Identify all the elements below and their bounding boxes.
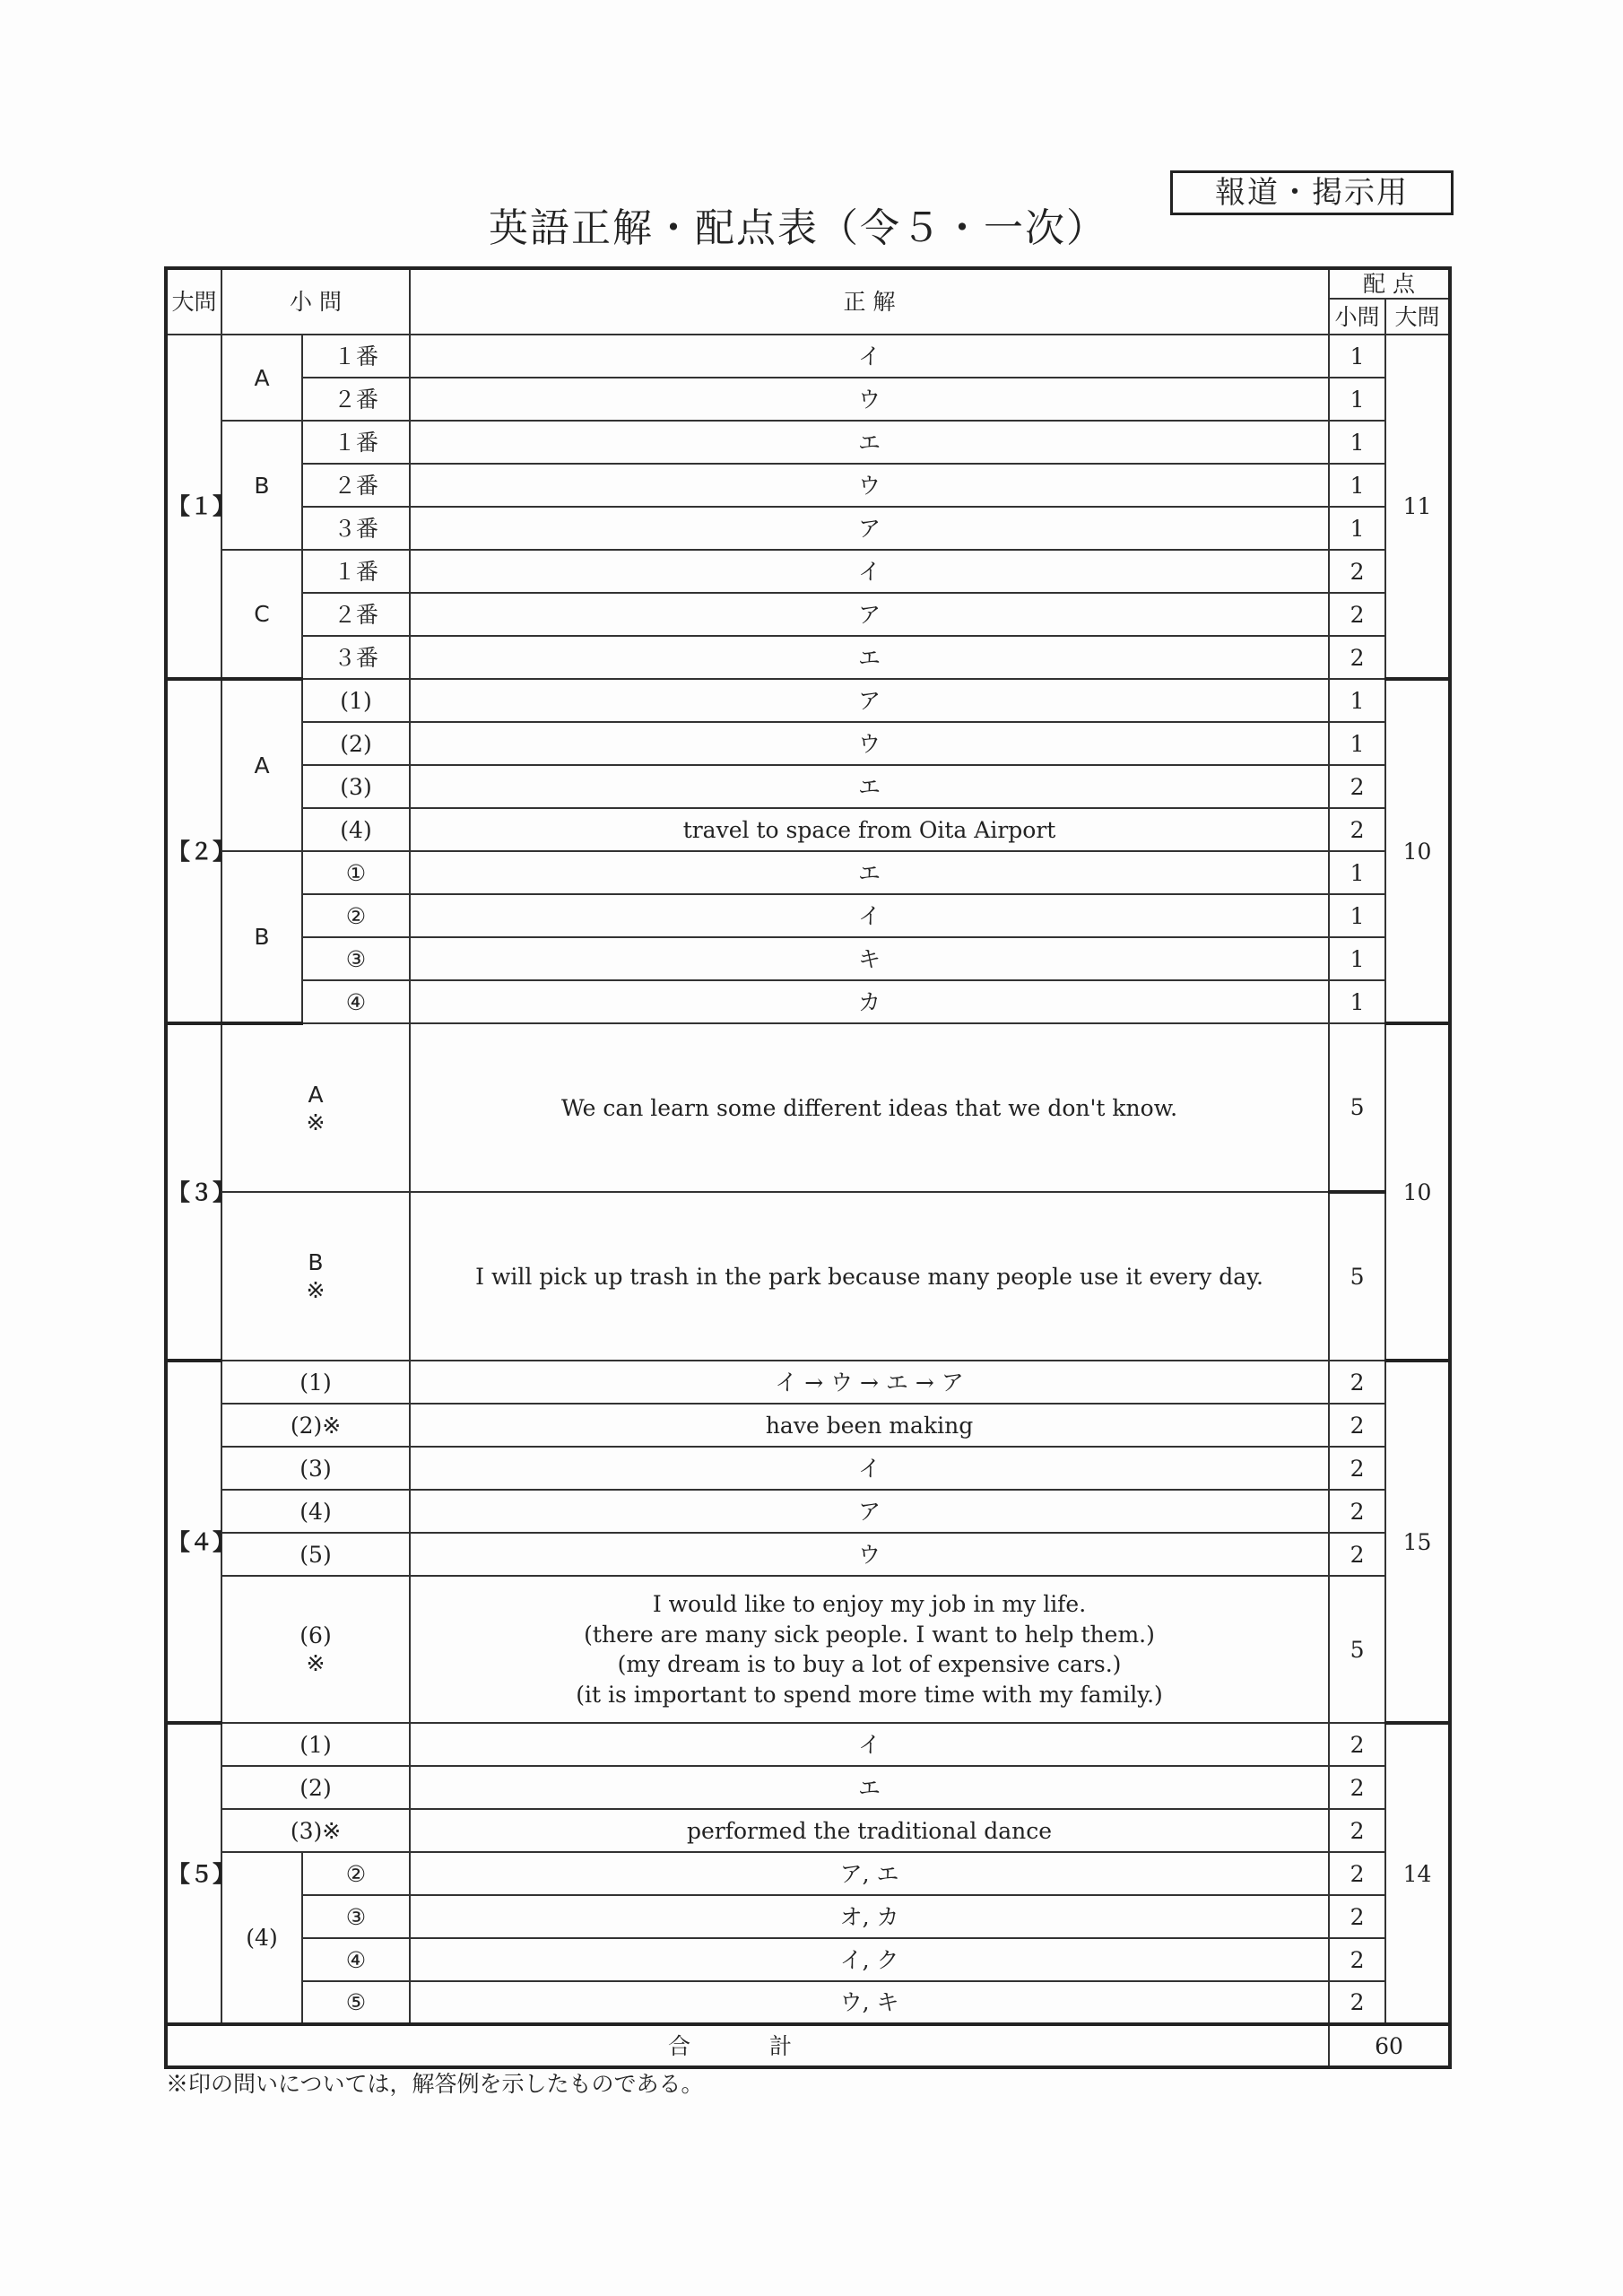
table-row: [166, 1447, 1450, 1490]
question-no: ２番: [302, 593, 410, 636]
answer-cell: ウ: [410, 1533, 1329, 1576]
table-row: [166, 1723, 1450, 1766]
table-row: [166, 1361, 1450, 1404]
question-no: ⑤: [302, 1981, 410, 2024]
question-no: ④: [302, 1938, 410, 1981]
point-cell: 2: [1329, 1404, 1385, 1447]
answer-cell: イ, ク: [410, 1938, 1329, 1981]
answer-cell: ア: [410, 593, 1329, 636]
page-title: 英語正解・配点表（令５・一次）: [489, 205, 1107, 251]
point-cell: 5: [1329, 1023, 1385, 1192]
question-no: (2)※: [221, 1404, 410, 1447]
table-row: [166, 1809, 1450, 1852]
header-shomon: 小 問: [221, 268, 410, 335]
point-cell: 1: [1329, 722, 1385, 765]
question-no: (3): [221, 1447, 410, 1490]
question-no: １番: [302, 421, 410, 464]
answer-cell: カ: [410, 980, 1329, 1023]
part-label: B: [221, 421, 302, 550]
answer-cell: オ, カ: [410, 1895, 1329, 1938]
question-no: (1): [221, 1723, 410, 1766]
table-row: [166, 593, 1450, 636]
part-label: B: [221, 851, 302, 1023]
question-no: (1): [221, 1361, 410, 1404]
grand-total: 60: [1329, 2024, 1450, 2067]
answer-line: I would like to enjoy my job in my life.: [652, 1590, 1087, 1617]
answer-cell: イ: [410, 550, 1329, 593]
answer-cell: ウ: [410, 464, 1329, 507]
header-seikai: 正 解: [410, 268, 1329, 335]
question-no: (3)※: [221, 1809, 410, 1852]
question-letter: A: [308, 1081, 324, 1108]
example-mark: ※: [306, 1277, 325, 1304]
answer-cell: エ: [410, 636, 1329, 679]
question-no: (4): [302, 808, 410, 851]
question-no: ①: [302, 851, 410, 894]
header-haiten-dai: 大問: [1385, 299, 1450, 335]
example-mark: ※: [306, 1109, 325, 1135]
point-cell: 1: [1329, 421, 1385, 464]
answer-cell: I will pick up trash in the park because many people use it every day.: [410, 1192, 1329, 1361]
point-cell: 1: [1329, 851, 1385, 894]
answer-cell: エ: [410, 765, 1329, 808]
table-row: [166, 1192, 1450, 1361]
point-cell: 2: [1329, 1852, 1385, 1895]
footnote: ※印の問いについては，解答例を示したものである。: [166, 2071, 704, 2097]
question-no: [221, 1192, 410, 1361]
question-no: １番: [302, 335, 410, 378]
table-row: [166, 894, 1450, 937]
table-row: [166, 1490, 1450, 1533]
point-cell: 1: [1329, 679, 1385, 722]
table-row: [166, 980, 1450, 1023]
point-cell: 1: [1329, 378, 1385, 421]
table-row: [166, 1576, 1450, 1723]
table-row: [166, 1533, 1450, 1576]
answer-cell: キ: [410, 937, 1329, 980]
table-row: [166, 1895, 1450, 1938]
point-cell: 5: [1329, 1192, 1385, 1361]
question-no: (2): [221, 1766, 410, 1809]
answer-cell: ア: [410, 507, 1329, 550]
table-row: [166, 507, 1450, 550]
point-cell: 2: [1329, 1533, 1385, 1576]
table-row: [166, 378, 1450, 421]
answer-cell: イ: [410, 335, 1329, 378]
answer-cell: We can learn some different ideas that we don't know.: [410, 1023, 1329, 1192]
question-no: ③: [302, 1895, 410, 1938]
table-row: [166, 464, 1450, 507]
table-row: [166, 636, 1450, 679]
point-cell: 2: [1329, 1766, 1385, 1809]
answer-cell: ウ, キ: [410, 1981, 1329, 2024]
score-table: [164, 266, 1452, 2069]
question-no: １番: [302, 550, 410, 593]
section-label: 【１】: [166, 335, 221, 679]
question-no: ３番: [302, 636, 410, 679]
answer-cell: travel to space from Oita Airport: [410, 808, 1329, 851]
question-no: ②: [302, 1852, 410, 1895]
point-cell: 2: [1329, 593, 1385, 636]
answer-cell: エ: [410, 421, 1329, 464]
answer-cell: [410, 1576, 1329, 1723]
point-cell: 1: [1329, 894, 1385, 937]
answer-cell: エ: [410, 1766, 1329, 1809]
header-daimon: 大問: [166, 268, 221, 335]
question-no: (3): [302, 765, 410, 808]
question-no: ２番: [302, 464, 410, 507]
question-no: (5): [221, 1533, 410, 1576]
question-no: ２番: [302, 378, 410, 421]
part-label: A: [221, 335, 302, 421]
question-letter: B: [308, 1249, 324, 1275]
point-cell: 2: [1329, 1490, 1385, 1533]
point-cell: 5: [1329, 1576, 1385, 1723]
total-label: 合 計: [166, 2024, 1329, 2067]
answer-cell: イ: [410, 1723, 1329, 1766]
point-cell: 2: [1329, 1361, 1385, 1404]
question-no: ３番: [302, 507, 410, 550]
section-total: 10: [1385, 679, 1450, 1023]
section-label: 【２】: [166, 679, 221, 1023]
header-haiten-sho: 小問: [1329, 299, 1385, 335]
section-total: 10: [1385, 1023, 1450, 1361]
answer-line: (it is important to spend more time with my family.): [576, 1682, 1163, 1708]
example-mark: ※: [306, 1650, 325, 1677]
question-no: [221, 1576, 410, 1723]
table-row: [166, 1023, 1450, 1192]
answer-cell: ウ: [410, 722, 1329, 765]
point-cell: 2: [1329, 1447, 1385, 1490]
table-row: [166, 765, 1450, 808]
section-label: 【５】: [166, 1723, 221, 2024]
answer-cell: ア: [410, 679, 1329, 722]
table-row: [166, 1981, 1450, 2024]
point-cell: 2: [1329, 1895, 1385, 1938]
part-label: A: [221, 679, 302, 851]
part-label: (4): [221, 1852, 302, 2024]
answer-cell: イ → ウ → エ → ア: [410, 1361, 1329, 1404]
table-row: [166, 679, 1450, 722]
header-row: [166, 268, 1450, 299]
section-label: 【４】: [166, 1361, 221, 1723]
table-row: [166, 722, 1450, 765]
table-row: [166, 335, 1450, 378]
answer-cell: performed the traditional dance: [410, 1809, 1329, 1852]
question-no: (2): [302, 722, 410, 765]
table-row: [166, 808, 1450, 851]
question-no: (4): [221, 1490, 410, 1533]
section-total: 14: [1385, 1723, 1450, 2024]
answer-cell: イ: [410, 894, 1329, 937]
section-total: 15: [1385, 1361, 1450, 1723]
answer-cell: ウ: [410, 378, 1329, 421]
answer-cell: イ: [410, 1447, 1329, 1490]
point-cell: 2: [1329, 550, 1385, 593]
point-cell: 2: [1329, 808, 1385, 851]
table-row: [166, 1766, 1450, 1809]
answer-cell: エ: [410, 851, 1329, 894]
section-label: 【３】: [166, 1023, 221, 1361]
question-no: ②: [302, 894, 410, 937]
point-cell: 2: [1329, 1723, 1385, 1766]
point-cell: 1: [1329, 980, 1385, 1023]
table-row: [166, 550, 1450, 593]
point-cell: 2: [1329, 636, 1385, 679]
point-cell: 2: [1329, 1981, 1385, 2024]
table-row: [166, 937, 1450, 980]
point-cell: 1: [1329, 335, 1385, 378]
table-row: [166, 421, 1450, 464]
point-cell: 1: [1329, 937, 1385, 980]
question-no: (1): [302, 679, 410, 722]
table-row: [166, 1852, 1450, 1895]
question-no: ③: [302, 937, 410, 980]
question-number: (6): [299, 1622, 332, 1648]
point-cell: 1: [1329, 507, 1385, 550]
section-total: 11: [1385, 335, 1450, 679]
table-row: [166, 1938, 1450, 1981]
table-row: [166, 1404, 1450, 1447]
header-haiten: 配 点: [1329, 268, 1450, 299]
answer-line: (there are many sick people. I want to help them.): [584, 1621, 1155, 1648]
question-no: [221, 1023, 410, 1192]
point-cell: 2: [1329, 1938, 1385, 1981]
answer-line: (my dream is to buy a lot of expensive cars.): [617, 1651, 1122, 1678]
answer-cell: have been making: [410, 1404, 1329, 1447]
point-cell: 2: [1329, 765, 1385, 808]
answer-cell: ア: [410, 1490, 1329, 1533]
table-row: [166, 851, 1450, 894]
press-notice-stamp: 報道・掲示用: [1170, 170, 1454, 215]
answer-cell: ア, エ: [410, 1852, 1329, 1895]
part-label: C: [221, 550, 302, 679]
question-no: ④: [302, 980, 410, 1023]
point-cell: 1: [1329, 464, 1385, 507]
total-row: [166, 2024, 1450, 2067]
point-cell: 2: [1329, 1809, 1385, 1852]
